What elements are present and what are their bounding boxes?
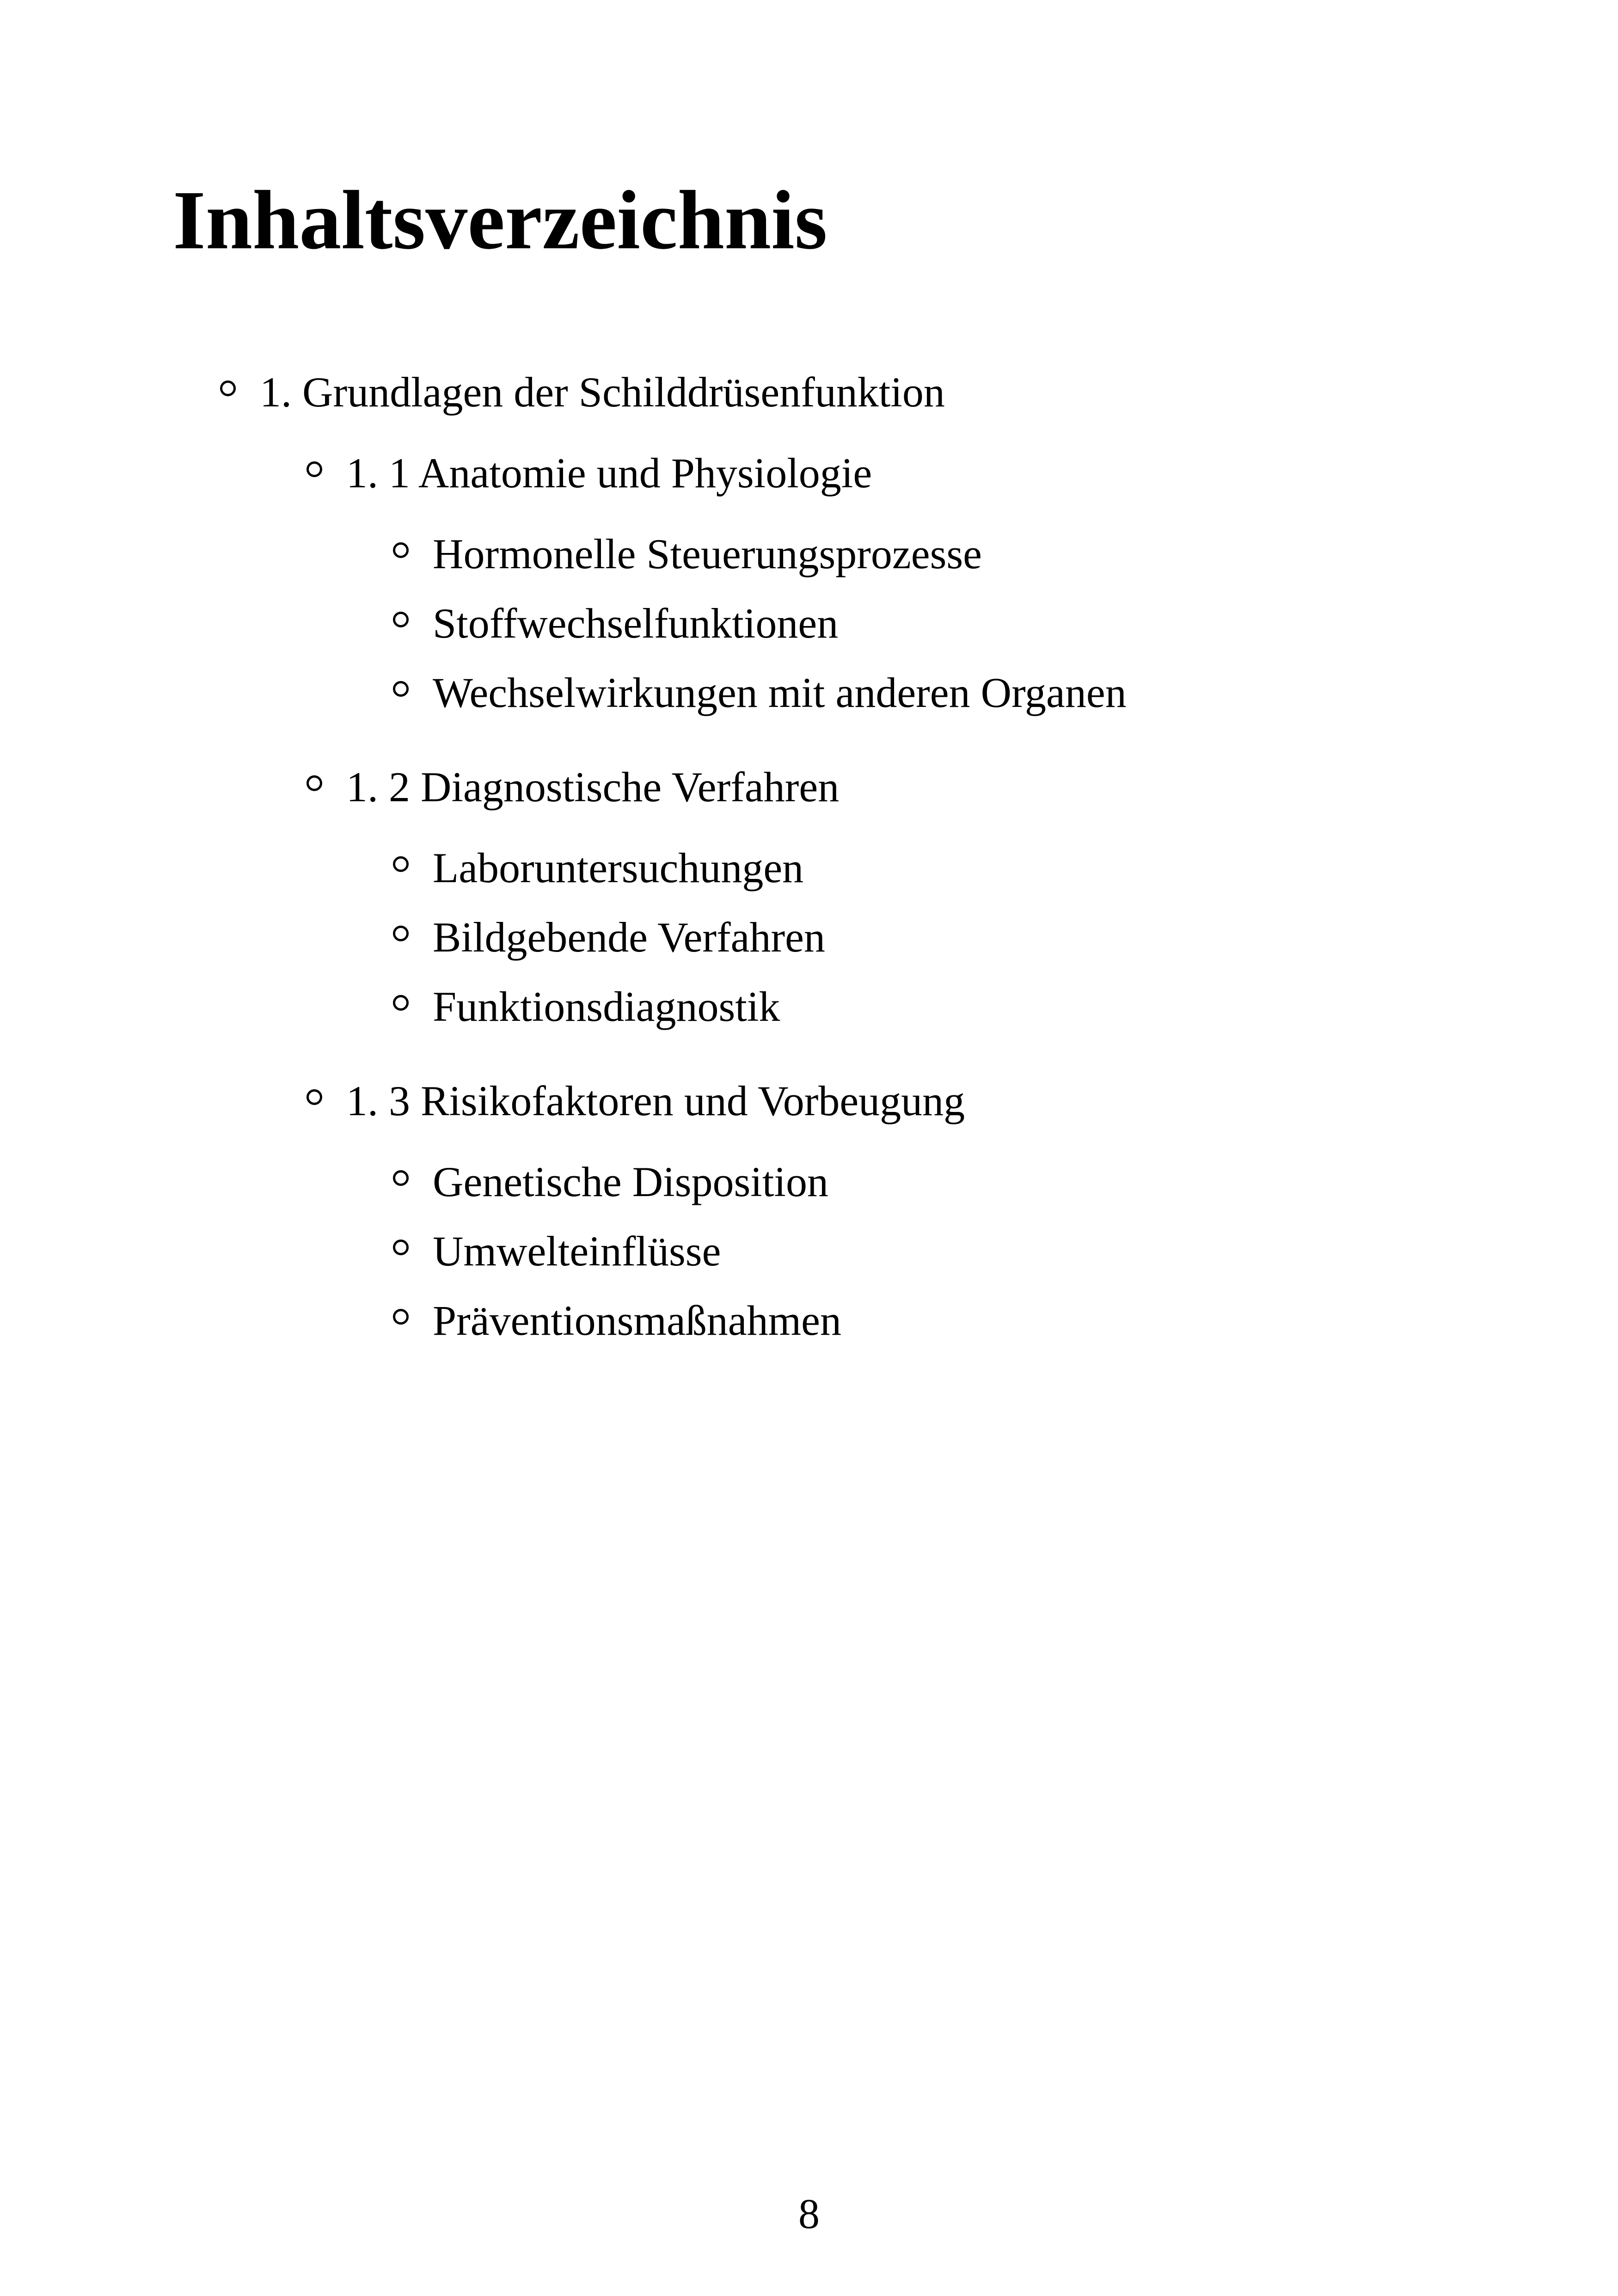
toc-entry-subsection[interactable]	[393, 1288, 841, 1344]
circle-bullet-icon	[393, 1240, 409, 1255]
toc-entry-label: Präventionsmaßnahmen	[433, 1296, 842, 1344]
toc-entry-section-1-3[interactable]	[306, 1068, 965, 1124]
circle-bullet-icon	[306, 1089, 322, 1105]
toc-entry-label: 1. 3 Risikofaktoren und Vorbeugung	[346, 1077, 965, 1124]
toc-entry-chapter-1[interactable]	[220, 360, 945, 415]
toc-entry-subsection[interactable]	[393, 591, 838, 646]
circle-bullet-icon	[306, 461, 322, 477]
circle-bullet-icon	[393, 542, 409, 558]
toc-entry-label: Laboruntersuchungen	[433, 844, 804, 891]
toc-entry-label: 1. Grundlagen der Schilddrüsenfunktion	[260, 368, 945, 416]
toc-entry-section-1-2[interactable]	[306, 755, 839, 810]
toc-entry-label: 1. 2 Diagnostische Verfahren	[346, 763, 840, 810]
toc-entry-label: 1. 1 Anatomie und Physiologie	[346, 449, 872, 497]
toc-entry-subsection[interactable]	[393, 522, 982, 577]
toc-entry-subsection[interactable]	[393, 974, 780, 1030]
toc-entry-subsection[interactable]	[393, 660, 1127, 716]
circle-bullet-icon	[220, 381, 236, 396]
toc-entry-subsection[interactable]	[393, 905, 825, 960]
toc-entry-subsection[interactable]	[393, 1149, 828, 1205]
circle-bullet-icon	[393, 1309, 409, 1325]
toc-entry-label: Funktionsdiagnostik	[433, 982, 780, 1030]
circle-bullet-icon	[393, 681, 409, 697]
toc-entry-label: Wechselwirkungen mit anderen Organen	[433, 669, 1127, 716]
page-number: 8	[798, 2190, 820, 2237]
toc-entry-label: Hormonelle Steuerungsprozesse	[433, 530, 982, 577]
toc-entry-label: Stoffwechselfunktionen	[433, 599, 839, 647]
circle-bullet-icon	[393, 995, 409, 1011]
page-title: Inhaltsverzeichnis	[173, 174, 827, 267]
circle-bullet-icon	[393, 926, 409, 941]
toc-entry-subsection[interactable]	[393, 835, 803, 891]
toc-entry-label: Umwelteinflüsse	[433, 1227, 721, 1275]
toc-entry-label: Genetische Disposition	[433, 1158, 828, 1205]
circle-bullet-icon	[393, 856, 409, 872]
circle-bullet-icon	[393, 612, 409, 627]
toc-entry-section-1-1[interactable]	[306, 441, 872, 496]
toc-entry-subsection[interactable]	[393, 1219, 721, 1274]
toc-entry-label: Bildgebende Verfahren	[433, 913, 825, 961]
circle-bullet-icon	[306, 775, 322, 791]
circle-bullet-icon	[393, 1170, 409, 1186]
